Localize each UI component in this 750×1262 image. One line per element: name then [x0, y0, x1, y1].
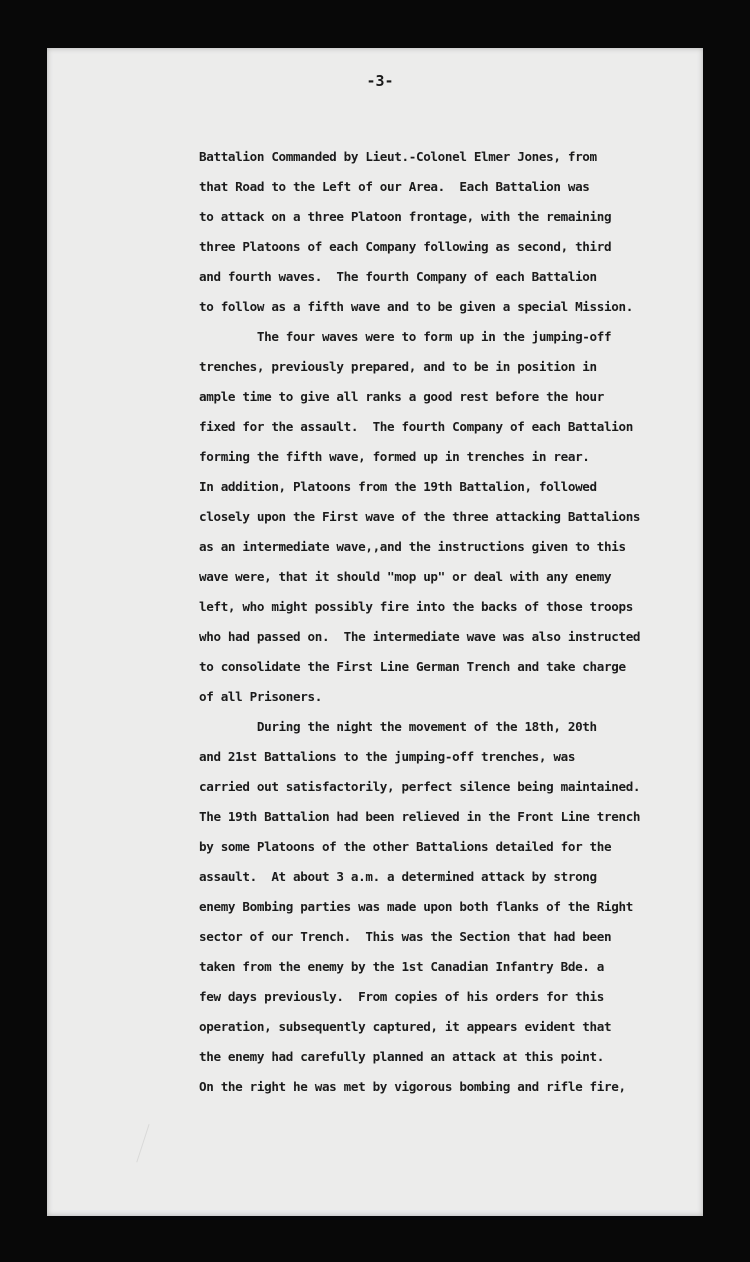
text-line: left, who might possibly fire into the backs of those troops	[199, 599, 633, 614]
text-line: closely upon the First wave of the three attacking Battalions	[199, 509, 641, 524]
text-line: In addition, Platoons from the 19th Battalion, followed	[199, 479, 597, 494]
text-line: and 21st Battalions to the jumping-off trenches, was	[199, 749, 576, 764]
text-line: During the night the movement of the 18th, 20th	[199, 719, 597, 734]
text-line: sector of our Trench. This was the Section that had been	[199, 929, 612, 944]
text-line: enemy Bombing parties was made upon both flanks of the Right	[199, 899, 633, 914]
text-line: to consolidate the First Line German Trench and take charge	[199, 659, 626, 674]
text-line: Battalion Commanded by Lieut.-Colonel Elmer Jones, from	[199, 149, 597, 164]
text-line: assault. At about 3 a.m. a determined attack by strong	[199, 869, 597, 884]
text-line: operation, subsequently captured, it appears evident that	[199, 1019, 612, 1034]
text-line: by some Platoons of the other Battalions detailed for the	[199, 839, 612, 854]
text-line: taken from the enemy by the 1st Canadian Infantry Bde. a	[199, 959, 604, 974]
text-line: trenches, previously prepared, and to be in position in	[199, 359, 597, 374]
text-line: fixed for the assault. The fourth Company of each Battalion	[199, 419, 633, 434]
text-line: The 19th Battalion had been relieved in the Front Line trench	[199, 809, 641, 824]
text-line: the enemy had carefully planned an attack at this point.	[199, 1049, 604, 1064]
text-line: and fourth waves. The fourth Company of each Battalion	[199, 269, 597, 284]
page-number: -3-	[366, 72, 394, 90]
paper-mark	[136, 1124, 166, 1168]
text-line: three Platoons of each Company following as second, third	[199, 239, 612, 254]
document-page	[47, 48, 703, 1216]
text-line: that Road to the Left of our Area. Each Battalion was	[199, 179, 590, 194]
text-line: as an intermediate wave,,and the instructions given to this	[199, 539, 626, 554]
text-line: of all Prisoners.	[199, 689, 322, 704]
text-line: On the right he was met by vigorous bombing and rifle fire,	[199, 1079, 626, 1094]
text-line: to follow as a fifth wave and to be given a special Mission.	[199, 299, 633, 314]
text-line: wave were, that it should "mop up" or deal with any enemy	[199, 569, 612, 584]
text-line: carried out satisfactorily, perfect silence being maintained.	[199, 779, 641, 794]
text-line: The four waves were to form up in the jumping-off	[199, 329, 612, 344]
text-line: who had passed on. The intermediate wave was also instructed	[199, 629, 641, 644]
text-line: to attack on a three Platoon frontage, with the remaining	[199, 209, 612, 224]
text-line: ample time to give all ranks a good rest before the hour	[199, 389, 604, 404]
text-line: forming the fifth wave, formed up in trenches in rear.	[199, 449, 590, 464]
text-line: few days previously. From copies of his orders for this	[199, 989, 604, 1004]
